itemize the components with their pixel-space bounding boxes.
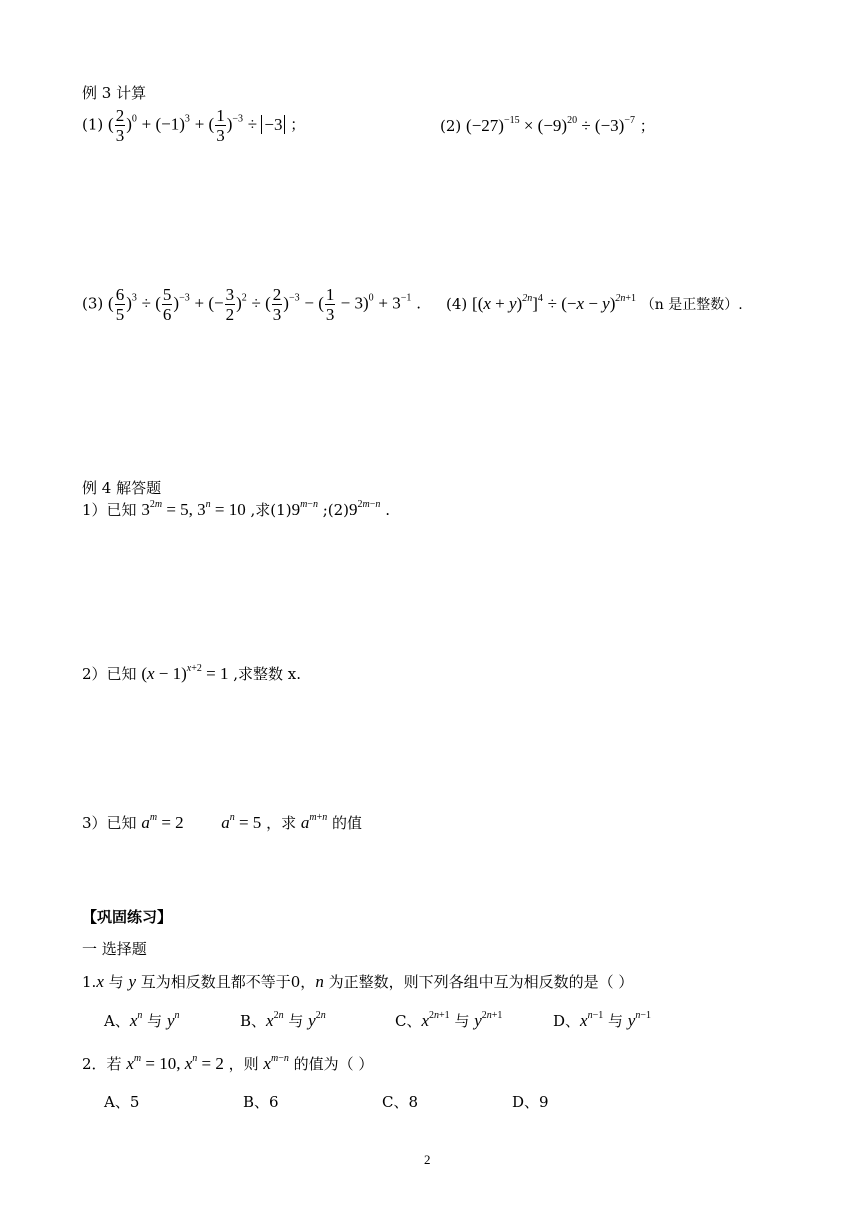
question-text: 与 <box>108 973 124 991</box>
punctuation: . <box>385 501 390 519</box>
practice-question2: 2．若 $x^m = 10$, $x^n = 2$ ，则 $x^{m-n}$ 的值为（ ） <box>82 1053 374 1073</box>
question-text: ，则 <box>228 1055 259 1073</box>
q2-option-c: C、8 <box>382 1093 419 1111</box>
problem-note: （n 是正整数）. <box>640 297 743 313</box>
fraction: $\frac{3}{2}$ <box>225 285 235 324</box>
q2-option-b: B、6 <box>243 1093 279 1111</box>
page-number: 2 <box>424 1152 431 1167</box>
q2-option-a: A、5 <box>104 1093 140 1111</box>
question-text: ,求整数 x. <box>233 665 302 683</box>
example3-problem2: (2) $(-27)^{-15} \times (-9)^{20} \div (-3)^{-7}$ ； <box>440 115 655 135</box>
example4-question2: 2）已知 $(x - 1)^{x+2} = 1$ ,求整数 x. <box>82 663 302 683</box>
question-text: 的值 <box>332 814 363 832</box>
question-number: 1. <box>82 973 97 991</box>
question-text: ,求(1) <box>250 501 292 519</box>
example3-problem4: (4) $[(x + y)^{2n}]^4 \div (-x - y)^{2n+1}$ （n 是正整数）. <box>446 293 743 313</box>
option-text: 与 <box>288 1012 304 1030</box>
problem-label: (2) <box>440 117 462 135</box>
option-text: 与 <box>147 1012 163 1030</box>
example4-question1: 1）已知 $3^{2m} = 5$, $3^n = 10$ ,求$(1)9^{m-n}$ $;(2)9^{2m-n}$ . <box>82 499 390 519</box>
question-text: ，求 <box>266 814 297 832</box>
problem-label: (1) <box>82 115 104 134</box>
fraction: $\frac{5}{6}$ <box>162 285 172 324</box>
question-text: 为正整数，则下列各组中互为相反数的是（ ） <box>328 973 634 991</box>
question-text: 互为相反数且都不等于0， <box>140 973 316 991</box>
option-label: A、 <box>104 1012 130 1030</box>
q1-option-b: B、$x^{2n}$ 与 $y^{2n}$ <box>240 1010 326 1030</box>
example3-problem1: (1) ( $\frac{2}{3}$ )$^0 + (-1)^3$ + ( $\frac{1}{3}$ )$^{-3}$ ÷ −3 ； <box>82 106 306 145</box>
absolute-value: −3 <box>261 115 285 134</box>
question-text: ;(2) <box>322 501 350 519</box>
q1-option-c: C、$x^{2n+1}$ 与 $y^{2n+1}$ <box>395 1010 503 1030</box>
fraction: $\frac{1}{3}$ <box>216 106 225 145</box>
option-label: D、 <box>553 1012 581 1030</box>
practice-heading: 【巩固练习】 <box>82 908 173 926</box>
question-text: 2）已知 <box>82 665 137 683</box>
question-text: 3）已知 <box>82 814 137 832</box>
practice-question1: 1.x 与 y 互为相反数且都不等于0，n 为正整数，则下列各组中互为相反数的是（ ） <box>82 972 634 991</box>
example3-title: 例 3 计算 <box>82 84 147 102</box>
example4-question3: 3）已知 $a^m = 2$ $a^n = 5$ ，求 $a^{m+n}$ 的值 <box>82 812 363 832</box>
problem-label: (4) <box>446 295 468 313</box>
fraction: $\frac{6}{5}$ <box>115 285 125 324</box>
option-label: C、 <box>395 1012 422 1030</box>
question-text: 的值为（ ） <box>293 1055 374 1073</box>
q1-option-a: A、$x^n$ 与 $y^n$ <box>104 1010 180 1030</box>
option-label: B、 <box>240 1012 267 1030</box>
practice-section-title: 一 选择题 <box>82 940 147 958</box>
fraction: $\frac{2}{3}$ <box>115 106 125 145</box>
punctuation: . <box>416 294 421 313</box>
q1-option-d: D、$x^{n-1}$ 与 $y^{n-1}$ <box>553 1010 651 1030</box>
fraction: $\frac{2}{3}$ <box>272 285 282 324</box>
punctuation: ； <box>290 115 306 134</box>
problem-label: (3) <box>82 294 104 313</box>
option-text: 与 <box>454 1012 470 1030</box>
punctuation: ； <box>639 117 655 135</box>
q2-option-d: D、9 <box>512 1093 549 1111</box>
example3-problem3: (3) ( $\frac{6}{5}$ )$^3$ ÷ ( $\frac{5}{6}$ )$^{-3}$ + (− $\frac{3}{2}$ )$^2$ ÷ ( $\frac{2}{3}$ )$^{-3}$ − ( $\frac{1}{3}$ − $3)^0 + 3^{-1}$ . <box>82 285 421 324</box>
example4-title: 例 4 解答题 <box>82 479 162 497</box>
fraction: $\frac{1}{3}$ <box>325 285 335 324</box>
option-text: 与 <box>608 1012 624 1030</box>
question-text: 1）已知 <box>82 501 137 519</box>
question-text: 2．若 <box>82 1055 122 1073</box>
